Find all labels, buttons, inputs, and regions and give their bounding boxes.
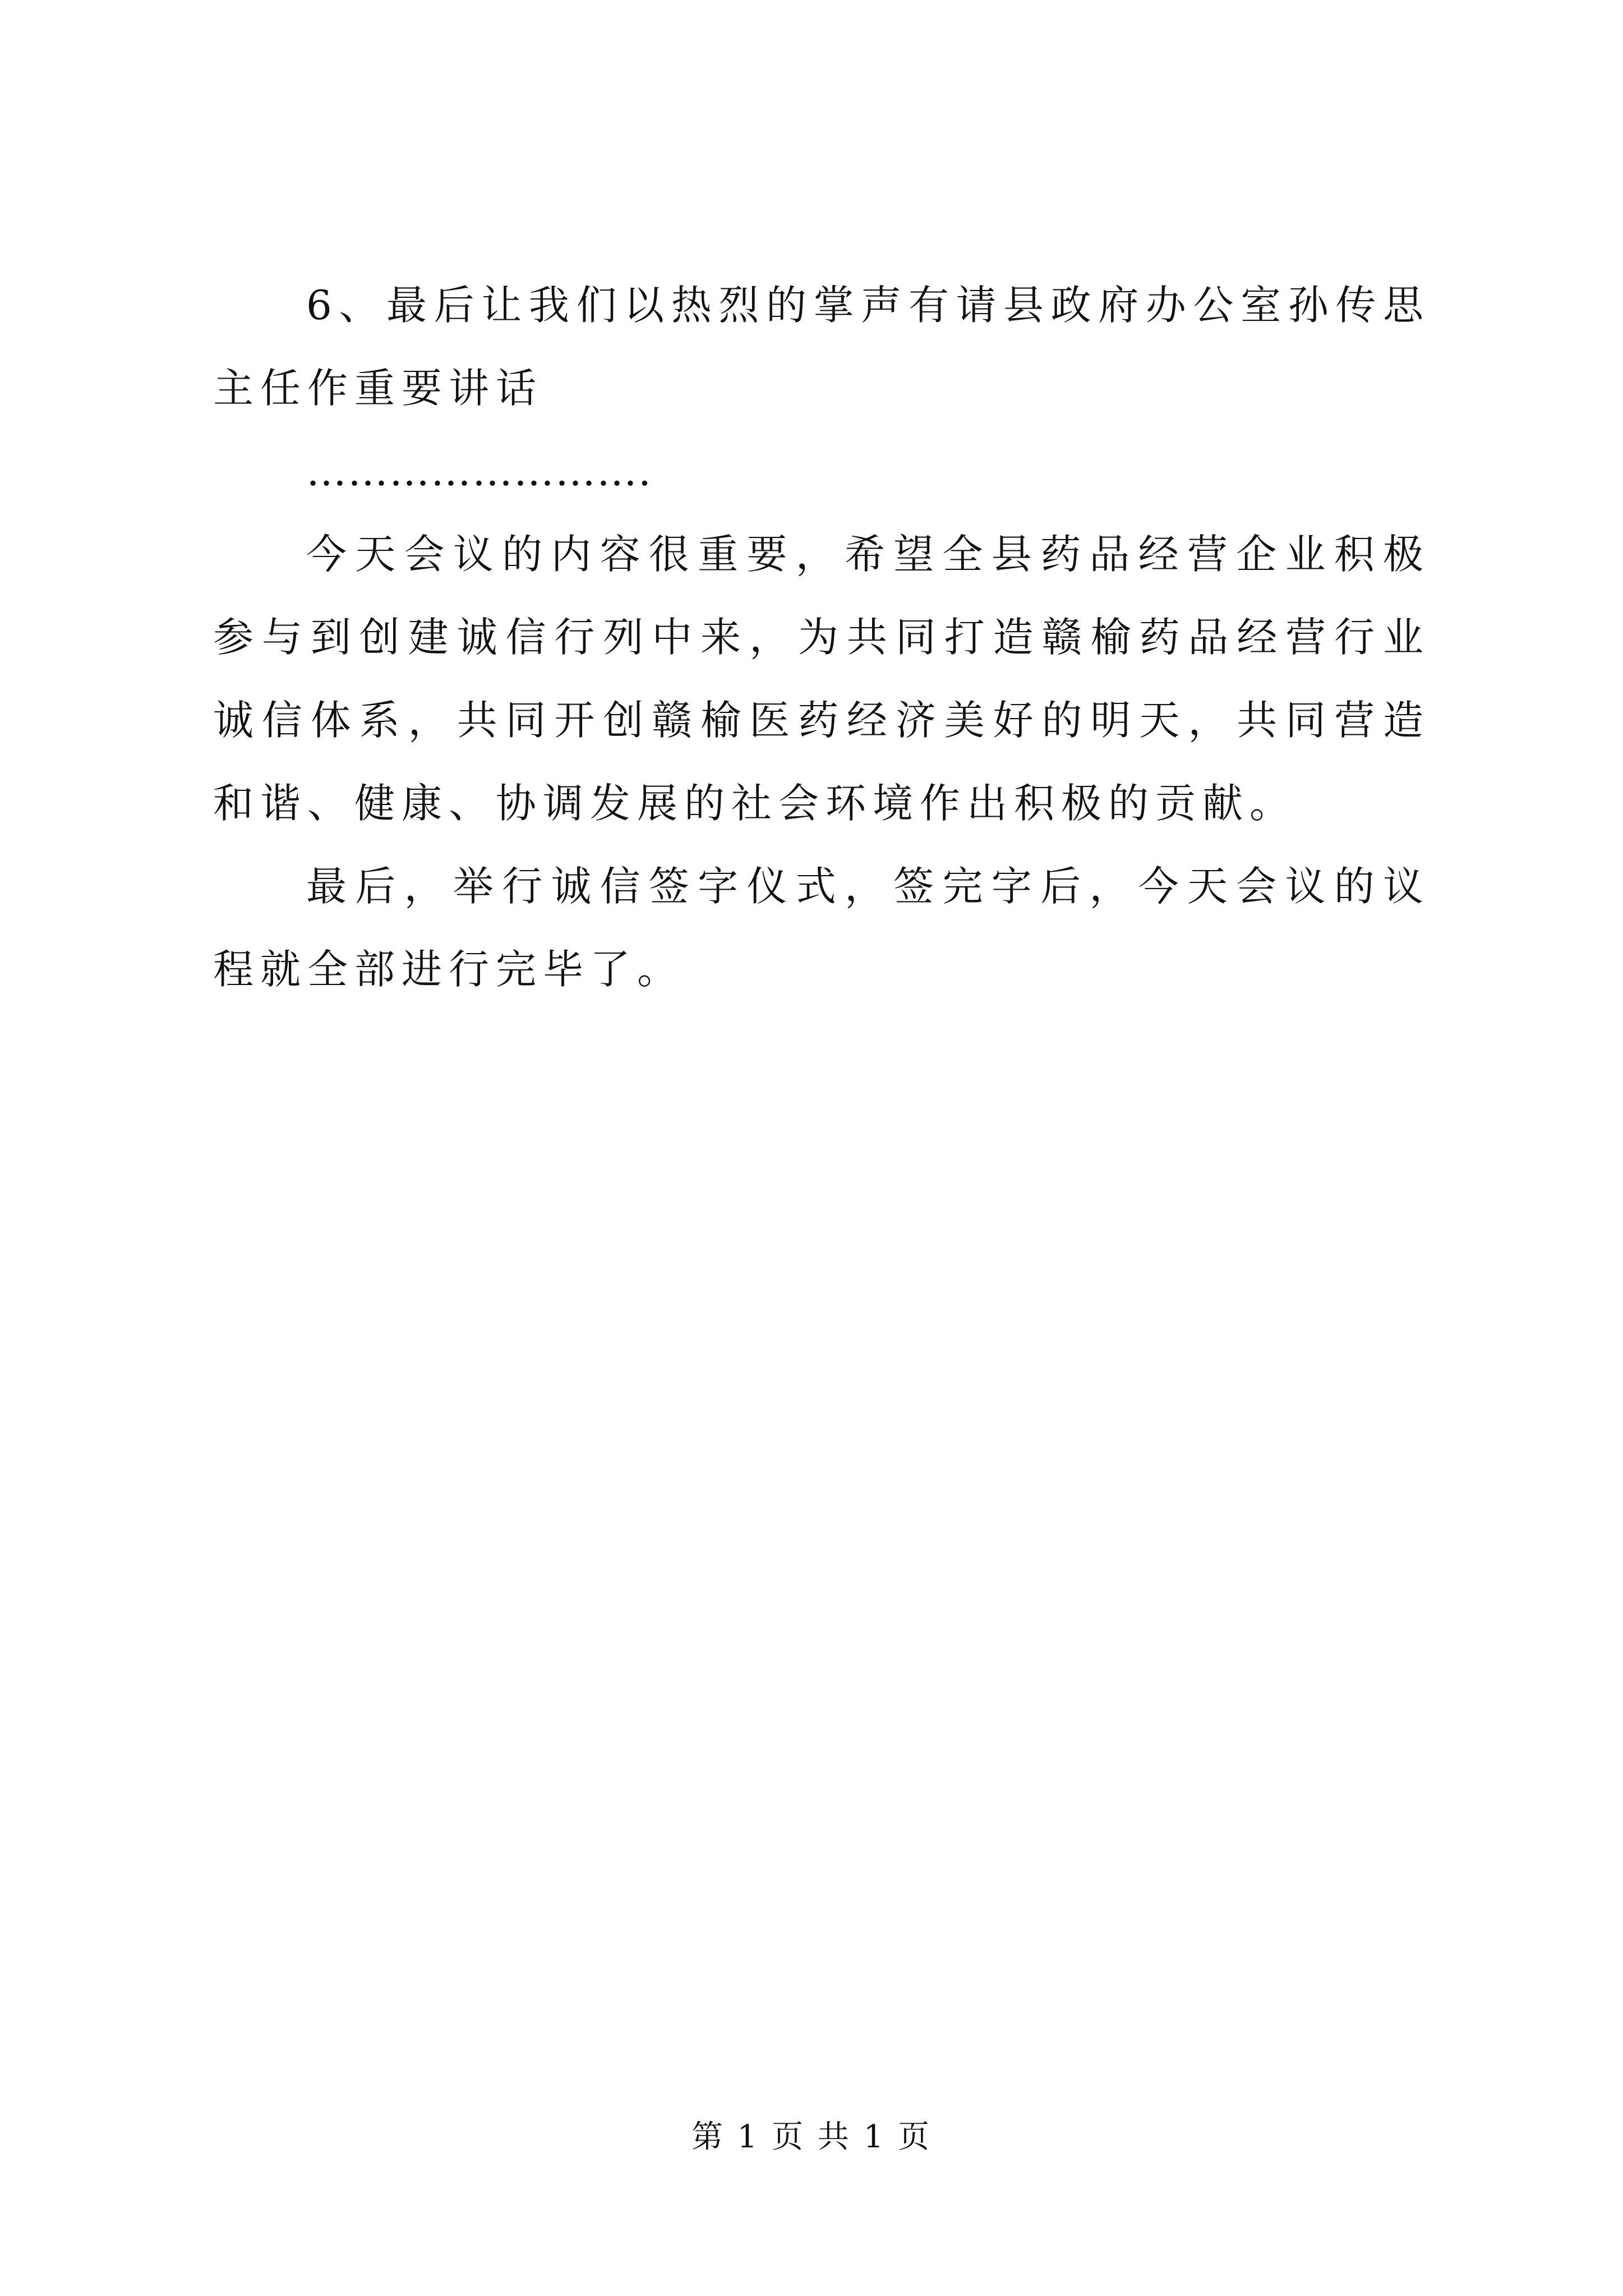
paragraph-meeting-importance: 今天会议的内容很重要，希望全县药品经营企业积极参与到创建诚信行列中来，为共同打造赣榆药品经营行业诚信体系，共同开创赣榆医药经济美好的明天，共同营造和谐、健康、协调发展的社会环境作出积极的贡献。: [213, 531, 1430, 827]
page-footer: 第 1 页 共 1 页: [691, 2119, 932, 2155]
paragraph-closing: 最后，举行诚信签字仪式，签完字后，今天会议的议程就全部进行完毕了。: [213, 863, 1430, 993]
paragraph-speech-invite: 6、最后让我们以热烈的掌声有请县政府办公室孙传思主任作重要讲话: [213, 282, 1430, 412]
document-body: [213, 264, 1430, 1011]
paragraph-ellipsis: …………………….: [306, 448, 652, 495]
